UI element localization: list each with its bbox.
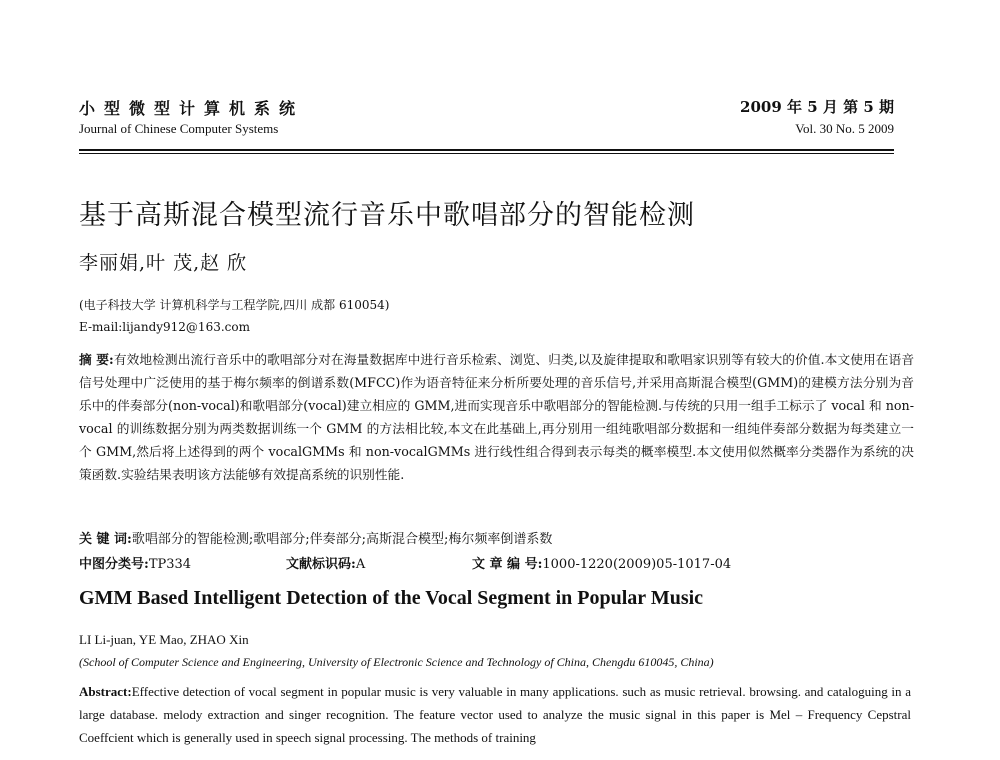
doc-code-value: A xyxy=(355,557,366,572)
clc-label: 中图分类号: xyxy=(79,557,149,572)
clc-cell xyxy=(79,553,191,572)
affiliation-en: (School of Computer Science and Engineering, University of Electronic Science and Technology of China, Chengdu 610045, China) xyxy=(79,655,714,669)
issue-info-cn: 2009 年 5 月 第 5 期 xyxy=(740,98,894,116)
doc-code-cell xyxy=(286,553,365,572)
authors-cn: 李丽娟,叶 茂,赵 欣 xyxy=(79,252,248,274)
paper-title-en: GMM Based Intelligent Detection of the Vocal Segment in Popular Music xyxy=(79,587,704,609)
abstract-cn-label: 摘 要: xyxy=(79,352,114,367)
keywords-row xyxy=(79,528,552,547)
abstract-en-text: Effective detection of vocal segment in popular music is very valuable in many applications. such as music retrieval. browsing. and cataloguing in a large database. melody extraction and singer recognition. The feature vector used to analyze the music signal in this paper is Mel – Frequency Cepstral Coeffcient which is generally used in speech signal processing. The methods of training xyxy=(79,684,911,745)
abstract-en-label: Abstract: xyxy=(79,684,132,699)
classification-row xyxy=(79,553,914,573)
abstract-en xyxy=(79,680,911,749)
journal-name-en: Journal of Chinese Computer Systems xyxy=(79,121,279,136)
header-rule-thin xyxy=(79,153,894,154)
paper-title-cn: 基于高斯混合模型流行音乐中歌唱部分的智能检测 xyxy=(79,200,695,231)
authors-en: LI Li-juan, YE Mao, ZHAO Xin xyxy=(79,632,249,647)
clc-value: TP334 xyxy=(148,557,192,572)
abstract-cn xyxy=(79,348,914,486)
article-no-label: 文 章 编 号: xyxy=(472,557,543,572)
journal-name-cn: 小型微型计算机系统 xyxy=(79,99,305,118)
keywords-text: 歌唱部分的智能检测;歌唱部分;伴奏部分;高斯混合模型;梅尔频率倒谱系数 xyxy=(131,532,553,547)
doc-code-label: 文献标识码: xyxy=(286,557,356,572)
affiliation-cn: (电子科技大学 计算机科学与工程学院,四川 成都 610054) xyxy=(79,298,390,312)
article-no-value: 1000-1220(2009)05-1017-04 xyxy=(542,557,732,572)
header-rule-thick xyxy=(79,149,894,151)
article-no-cell xyxy=(472,553,731,572)
author-email: E-mail:lijandy912@163.com xyxy=(79,320,250,334)
issue-info-en: Vol. 30 No. 5 2009 xyxy=(795,121,894,136)
keywords-label: 关 键 词: xyxy=(79,532,132,547)
abstract-cn-text: 有效地检测出流行音乐中的歌唱部分对在海量数据库中进行音乐检索、浏览、归类,以及旋律提取和歌唱家识别等有较大的价值.本文使用在语音信号处理中广泛使用的基于梅尔频率的倒谱系数(MFCC)作为语音特征来分析所要处理的音乐信号,并采用高斯混合模型(GMM)的建模方法分别为音乐中的伴奏部分(non-vocal)和歌唱部分(vocal)建立相应的 GMM,进而实现音乐中歌唱部分的智能检测.与传统的只用一组手工标示了 vocal 和 non-vocal 的训练数据分别为两类数据训练一个 GMM 的方法相比较,本文在此基础上,再分别用一组纯歌唱部分数据和一组纯伴奏部分数据为每类建立一个 GMM,然后将上述得到的两个 vocalGMMs 和 non-vocalGMMs 进行线性组合得到表示每类的概率模型.本文使用似然概率分类器作为系统的决策函数.实验结果表明该方法能够有效提高系统的识别性能. xyxy=(79,352,915,482)
